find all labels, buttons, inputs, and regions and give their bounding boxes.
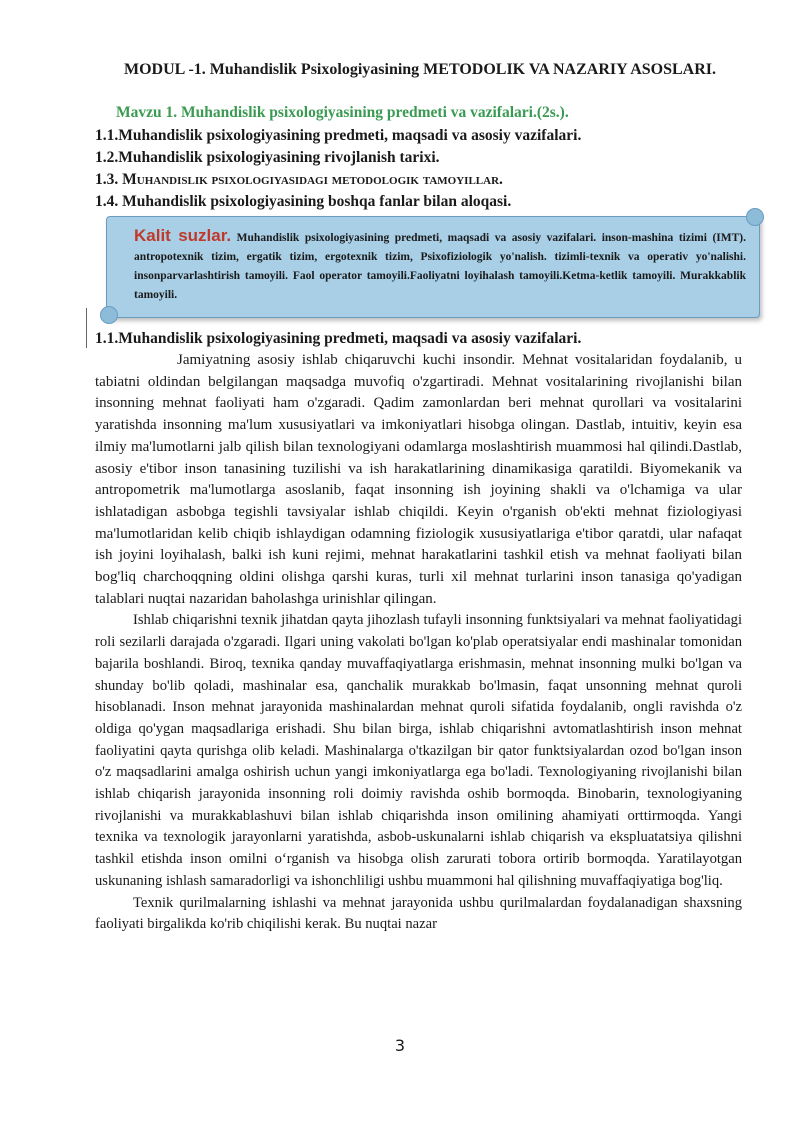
keywords-text: Muhandislik psixologiyasining predmeti, maqsadi va asosiy vazifalari. inson-mashina tizimi (IMT). antropotexnik tizim, ergatik tizim, ergotexnik tizim, Psixofiziologik yo'nalish. tizimli-texnik va operativ yo'nalishi. insonparvarlashtirish tamoyili. Faol operator tamoyili.Faoliyatni loyihalash tamoyili.Ketma-ketlik tamoyili. Murakkablik tamoyili. [134, 232, 746, 301]
paragraph: Texnik qurilmalarning ishlashi va mehnat jarayonida ushbu qurilmalardan foydalanadigan shaxsning faoliyati birgalikda ko'rib chiqilishi kerak. Bu nuqtai nazar [95, 894, 742, 933]
topic-title: Mavzu 1. Muhandislik psixologiyasining predmeti va vazifalari.(2s.). [116, 104, 569, 121]
module-title: MODUL -1. Muhandislik Psixologiyasining METODOLIK VA NAZARIY ASOSLARI. [124, 61, 716, 78]
keywords-label: Kalit suzlar. [134, 226, 232, 245]
scroll-curl-icon [100, 306, 118, 324]
table-of-contents [95, 125, 581, 213]
paragraph: Ishlab chiqarishni texnik jihatdan qayta jihozlash tufayli insonning funktsiyalari va mehnat faoliyatidagi roli sezilarli darajada o'zgaradi. Ilgari uning vakolati bo'lgan ko'plab operatsiyalar endi mashinalar tomonidan bajarila boshlandi. Biroq, texnika qanday muvaffaqiyatlarga erishmasin, mehnat insonning mulki bo'lgan va shunday bo'lib qoladi, mashinalar esa, qanchalik murakkab bo'lmasin, faqat unsonning mehnat quroli hisoblanadi. Inson mehnat jarayonida mashinalardan mehnat quroli sifatida foydalanib, ongli ravishda o'z oldiga qo'ygan maqsadlariga erishadi. Shu bilan birga, ishlab chiqarishni avtomatlashtirish inson mehnat faoliyatini qayta qurishga olib keladi. Mashinalarga o'tkazilgan bir qator funktsiyalardan ozod bo'lgan inson o'z maqsadlarini amalga oshirish uchun yangi imkoniyatlarga ega bo'ladi. Texnologiyaning rivojlanishi bilan ishlab chiqarish jarayonida insonning roli doimiy ravishda oshib bormoqda. Binobarin, texnologiyaning rivojlanishi va murakkablashuvi bilan ishlab chiqarishda inson omilining ahamiyati orttirmoqda. Yangi texnika va texnologik jarayonlarni yaratishda, asbob-uskunalarni ishlab chiqarish va ekspluatatsiya qilishni tashkil etishda inson omilni o‘rganish va hisobga olish zarurati tobora ortirib bormoqda. Yaratilayotgan uskunaning ishlash samaradorligi va ishonchliligi ushbu muammoni hal qilishning muvaffaqiyatiga bog'liq. [95, 612, 742, 889]
paragraph: Jamiyatning asosiy ishlab chiqaruvchi kuchi insondir. Mehnat vositalaridan foydalanib, u tabiatni oldindan belgilangan maqsadga muvofiq o'zgartiradi. Mehnat vositalarining rivojlanishi bilan insonning mehnat faoliyati ham o'zgaradi. Qadim zamonlardan beri mehnat qurollari va vositalarini yaratishda insonning ma'lum xususiyatlari va imkoniyatlari hisobga olingan. Dastlab, intuitiv, keyin esa ilmiy ma'lumotlarni jalb qilish bilan texnologiyani odamlarga moslashtirish muammosi hal qilindi.Dastlab, asosiy e'tibor inson tanasining tuzilishi va ish harakatlarining dinamikasiga qaratildi. Biyomekanik va antropometrik ma'lumotlarga asoslanib, faqat insonning ish joyining shakli va o'lchamiga va ular ishlatadigan asbobga tegishli tavsiyalar ishlab chiqildi. Keyin o'rganish ob'ekti mehnat fiziologiyasi ma'lumotlaridan kelib chiqib ishlaydigan odamning fiziologik xususiyatlariga e'tibor qaratdi, ular nafaqat ish joyini loyihalash, balki ish kuni rejimi, mehnat harakatlarini tashkil etish va mehnat faoliyati bilan bog'liq charchoqqning oldini olishga qarshi kuras, turli xil mehnat turlarini inson tanasiga qo'yadigan talablari nuqtai nazaridan baholashga urinishlar qilingan. [95, 352, 742, 607]
scroll-curl-icon [746, 208, 764, 226]
toc-item-2: 1.2.Muhandislik psixologiyasining rivojlanish tarixi. [95, 149, 440, 166]
toc-item-1: 1.1.Muhandislik psixologiyasining predmeti, maqsadi va asosiy vazifalari. [95, 127, 582, 144]
toc-item-3: 1.3. Muhandislik psixologiyasidagi metodologik tamoyillar. [95, 171, 503, 188]
keywords-text-block [134, 226, 746, 305]
keywords-scroll-box [106, 216, 758, 316]
section-heading: 1.1.Muhandislik psixologiyasining predmeti, maqsadi va asosiy vazifalari. [95, 330, 582, 347]
margin-line [86, 308, 87, 348]
toc-item-4: 1.4. Muhandislik psixologiyasining boshqa fanlar bilan aloqasi. [95, 193, 512, 210]
page-number: 3 [394, 1036, 406, 1055]
body-text [95, 350, 742, 936]
